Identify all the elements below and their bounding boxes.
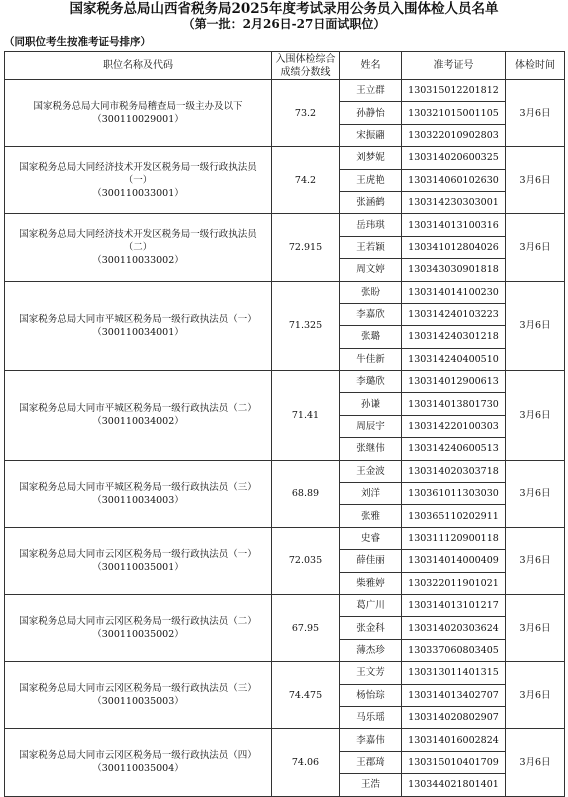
ticket-number: 130343030901818 [402,259,506,281]
ticket-number: 130321015001105 [402,102,506,124]
position-cell [5,214,272,281]
header-ticket: 准考证号 [402,52,506,80]
position-name: 国家税务总局大同市平城区税务局一级行政执法员（一） [19,313,257,325]
position-code: （300110033001） [92,187,184,199]
table-header-row [5,52,565,80]
candidate-name: 周辰宇 [340,415,402,437]
candidate-name: 马乐瑶 [340,706,402,728]
score-cell: 72.035 [272,527,340,594]
score-cell: 71.325 [272,281,340,371]
document-subtitle: （第一批：2月26日-27日面试职位） [182,17,386,31]
ticket-number: 130311120900118 [402,527,506,549]
score-cell: 74.475 [272,662,340,729]
candidate-name: 柴雅婷 [340,572,402,594]
exam-time-cell: 3月6日 [506,80,565,147]
position-cell [5,460,272,527]
candidate-name: 李璐欣 [340,371,402,393]
exam-time-cell: 3月6日 [506,460,565,527]
ticket-number: 130314020802907 [402,706,506,728]
ticket-number: 130313011401315 [402,662,506,684]
position-code: （300110035003） [92,696,184,708]
ticket-number: 130314230303001 [402,191,506,213]
ticket-number: 130314014100230 [402,281,506,303]
position-name: 国家税务总局大同市云冈区税务局一级行政执法员（一） [19,548,257,560]
ticket-number: 130337060803405 [402,639,506,661]
table-row [5,214,565,236]
header-exam-time: 体检时间 [506,52,565,80]
position-code: （300110029001） [92,114,184,126]
position-cell [5,662,272,729]
candidate-name: 史睿 [340,527,402,549]
exam-time-cell: 3月6日 [506,147,565,214]
position-name: 国家税务总局大同市税务局稽查局一级主办及以下 [33,101,243,113]
table-row [5,80,565,102]
position-code: （300110034001） [92,326,184,338]
ticket-number: 130322011901021 [402,572,506,594]
position-code: （300110035001） [92,561,184,573]
candidate-name: 李嘉欣 [340,303,402,325]
ticket-number: 130322010902803 [402,124,506,146]
candidate-name: 张雅 [340,505,402,527]
table-row [5,147,565,169]
position-code: （300110034002） [92,416,184,428]
ticket-number: 130314013402707 [402,684,506,706]
ticket-number: 130365110202911 [402,505,506,527]
ticket-number: 130314020303718 [402,460,506,482]
candidate-name: 孙谦 [340,393,402,415]
table-row [5,371,565,393]
candidate-name: 宋振翮 [340,124,402,146]
candidate-name: 李嘉伟 [340,729,402,751]
position-cell [5,729,272,796]
ticket-number: 130314013100316 [402,214,506,236]
candidate-name: 岳玮琪 [340,214,402,236]
ticket-number: 130314016002824 [402,729,506,751]
candidate-name: 王文芳 [340,662,402,684]
ticket-number: 130314240103223 [402,303,506,325]
position-name: 国家税务总局大同市云冈区税务局一级行政执法员（三） [19,683,257,695]
candidate-name: 孙静怡 [340,102,402,124]
position-cell [5,371,272,461]
position-cell [5,147,272,214]
candidate-name: 王浩 [340,774,402,796]
header-position: 职位名称及代码 [5,52,272,80]
candidate-name: 薄杰珍 [340,639,402,661]
ticket-number: 130314220100303 [402,415,506,437]
position-code: （300110035004） [92,763,184,775]
candidate-name: 张涵鹤 [340,191,402,213]
score-cell: 74.06 [272,729,340,796]
exam-time-cell: 3月6日 [506,371,565,461]
position-name: 国家税务总局大同市云冈区税务局一级行政执法员（二） [19,616,257,628]
position-code: （300110034003） [92,494,184,506]
candidate-name: 刘梦妮 [340,147,402,169]
candidate-name: 张继伟 [340,438,402,460]
exam-time-cell: 3月6日 [506,729,565,796]
ticket-number: 130314240301218 [402,326,506,348]
candidate-name: 周文婷 [340,259,402,281]
exam-time-cell: 3月6日 [506,281,565,371]
candidate-name: 王郡琦 [340,751,402,773]
table-row [5,662,565,684]
ticket-number: 130341012804026 [402,236,506,258]
table-row [5,460,565,482]
ticket-number: 130314240600513 [402,438,506,460]
ticket-number: 130344021801401 [402,774,506,796]
candidate-name: 薛佳丽 [340,550,402,572]
exam-time-cell: 3月6日 [506,662,565,729]
position-code: （300110033002） [92,254,184,266]
table-row [5,281,565,303]
candidate-name: 张盼 [340,281,402,303]
ticket-number: 130314060102630 [402,169,506,191]
position-cell [5,281,272,371]
header-name: 姓名 [340,52,402,80]
document-title: 国家税务总局山西省税务局2025年度考试录用公务员入围体检人员名单 [69,1,499,17]
candidate-name: 牛佳新 [340,348,402,370]
candidate-name: 王立群 [340,80,402,102]
candidate-name: 张金科 [340,617,402,639]
position-name: 国家税务总局大同市云冈区税务局一级行政执法员（四） [19,750,257,762]
score-cell: 68.89 [272,460,340,527]
candidate-table [4,51,565,797]
ticket-number: 130361011303030 [402,483,506,505]
candidate-name: 王金波 [340,460,402,482]
candidate-name: 张璐 [340,326,402,348]
ticket-number: 130315012201812 [402,80,506,102]
ticket-number: 130314012900613 [402,371,506,393]
ticket-number: 130314013801730 [402,393,506,415]
candidate-name: 王虎艳 [340,169,402,191]
exam-time-cell: 3月6日 [506,527,565,594]
table-row [5,729,565,751]
ticket-number: 130314013101217 [402,594,506,616]
score-cell: 71.41 [272,371,340,461]
position-cell [5,527,272,594]
ticket-number: 130314020600325 [402,147,506,169]
position-name: 国家税务总局大同市平城区税务局一级行政执法员（三） [19,481,257,493]
position-cell [5,80,272,147]
ticket-number: 130314020303624 [402,617,506,639]
score-cell: 72.915 [272,214,340,281]
position-name: 国家税务总局大同经济技术开发区税务局一级行政执法员（二） [19,228,257,253]
candidate-name: 王若颖 [340,236,402,258]
candidate-name: 刘洋 [340,483,402,505]
score-cell: 73.2 [272,80,340,147]
position-name: 国家税务总局大同市平城区税务局一级行政执法员（二） [19,403,257,415]
position-cell [5,594,272,661]
header-score: 入围体检综合成绩分数线 [272,52,340,80]
score-cell: 67.95 [272,594,340,661]
exam-time-cell: 3月6日 [506,214,565,281]
ticket-number: 130314014000409 [402,550,506,572]
sort-note: （同职位考生按准考证号排序） [4,36,151,48]
table-body [5,80,565,797]
candidate-name: 葛广川 [340,594,402,616]
score-cell: 74.2 [272,147,340,214]
ticket-number: 130314240400510 [402,348,506,370]
candidate-name: 杨怡琮 [340,684,402,706]
position-code: （300110035002） [92,629,184,641]
table-row [5,527,565,549]
position-name: 国家税务总局大同经济技术开发区税务局一级行政执法员（一） [19,161,257,186]
table-row [5,594,565,616]
exam-time-cell: 3月6日 [506,594,565,661]
ticket-number: 130315010401709 [402,751,506,773]
